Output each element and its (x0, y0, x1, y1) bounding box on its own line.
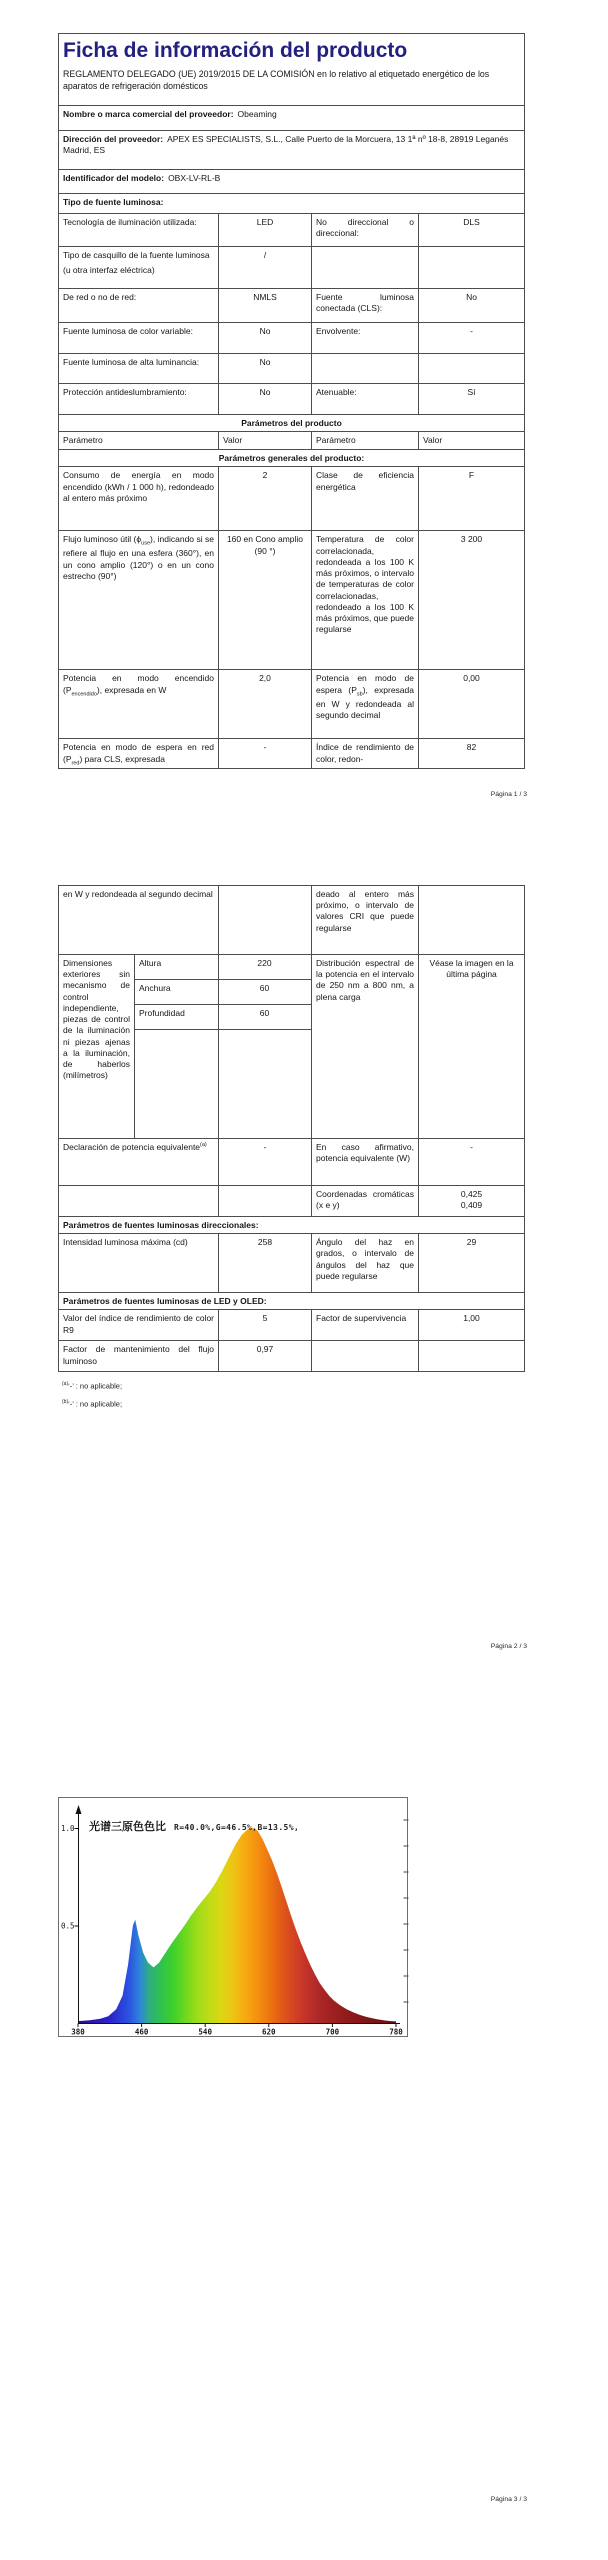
chart-title-group (89, 1818, 299, 1834)
model-label: Identificador del modelo: (63, 173, 165, 183)
value-cell-empty (218, 886, 311, 954)
value-cell-empty (418, 886, 524, 954)
param-cell: Clase de eficiencia energética (311, 467, 418, 530)
param-cell: Flujo luminoso útil $(\phi_{use})$, indicando si se refiere al flujo en una esfera (360°), en un cono amplio (120°) o en un cono estrecho (90°) (63, 534, 214, 581)
address-cell (59, 131, 524, 169)
table-row-coordenadas (59, 1186, 524, 1217)
spectral-distribution-chart (58, 1797, 408, 2037)
value-cell: No (218, 384, 311, 414)
svg-text:780: 780 (389, 2027, 403, 2037)
title-cell (59, 34, 524, 105)
param-cell: Consumo de energía en modo encendido (kWh / 1 000 h), redondeado al entero más próximo (63, 470, 214, 503)
param-cell: Intensidad luminosa máxima (cd) (63, 1237, 188, 1248)
param-cell: deado al entero más próximo, o intervalo de valores CRI que puede regularse (311, 886, 418, 954)
value-cell: 5 (218, 1310, 311, 1340)
page-footer-3: Página 3 / 3 (490, 2496, 527, 2503)
model-cell (59, 170, 524, 193)
param-cell: Envolvente: (311, 323, 418, 353)
section-header-row (59, 450, 524, 467)
svg-text:620: 620 (262, 2027, 276, 2037)
value-cell: - (218, 739, 311, 768)
value-cell: 82 (418, 739, 524, 768)
param-cell: Potencia en modo encendido $(P_{encendido})$, expresada en W (63, 673, 214, 698)
param-cell: Temperatura de color correlacionada, redondeada a los 100 K más próximos, o intervalo de temperaturas de color correlacionadas, redondeado a los 100 K más próximos, que puede regularse (311, 531, 418, 669)
param-cell: Potencia en modo de espera en red $(P_{red})$ para CLS, expresada (63, 742, 214, 767)
supplier-value: Obeaming (237, 109, 277, 119)
value-cell: 2 (218, 467, 311, 530)
supplier-label: Nombre o marca comercial del proveedor: (63, 109, 234, 119)
value-cell: 0,00 (418, 670, 524, 738)
dimensions-subtable (134, 955, 311, 1138)
chromaticity-x: 0,425 (460, 1189, 483, 1199)
table-row-continuation (59, 886, 524, 955)
param-cell: Ángulo del haz en grados, o intervalo de ángulos del haz que puede regularse (311, 1234, 418, 1292)
param-cell: Coordenadas cromáticas (x e y) (311, 1186, 418, 1216)
table-row-proteccion (59, 384, 524, 415)
supplier-cell (59, 106, 524, 130)
param-cell: Potencia en modo de espera $(P_{sb})$, expresada en W y redondeada al segundo decimal (311, 670, 418, 738)
section-header-row (59, 194, 524, 214)
subtable-row (135, 955, 311, 980)
column-header: Valor (218, 432, 311, 449)
address-row (59, 131, 524, 170)
param-cell: Fuente luminosa de alta luminancia: (63, 357, 200, 367)
column-header: Valor (418, 432, 524, 449)
column-header: Parámetro (311, 432, 418, 449)
table-row-r9 (59, 1310, 524, 1341)
param-cell: En caso afirmativo, potencia equivalente (W) (311, 1139, 418, 1185)
column-header: Parámetro (63, 435, 103, 446)
spectral-chart-canvas (59, 1798, 409, 2038)
footnote-b (62, 1399, 122, 1409)
table-row-flujo (59, 531, 524, 670)
table-row-potencia-encendido (59, 670, 524, 739)
value-cell: No (418, 289, 524, 322)
table-row-potencia-red-clipped (59, 739, 524, 768)
model-row (59, 170, 524, 194)
subtable-filler (135, 1030, 311, 1138)
param-cell: Atenuable: (311, 384, 418, 414)
value-cell: F (418, 467, 524, 530)
table-row-red (59, 289, 524, 323)
section-header-row (59, 1293, 524, 1310)
value-cell: 2,0 (218, 670, 311, 738)
column-header-row (59, 432, 524, 450)
table-row-declaracion (59, 1139, 524, 1186)
value-cell-empty (418, 247, 524, 288)
value-cell: - (218, 1139, 311, 1185)
section-header-tipo-fuente: Tipo de fuente luminosa: (63, 197, 164, 207)
table-row-consumo (59, 467, 524, 531)
footnote-a-marker: (a) (62, 1381, 69, 1387)
regulation-text: REGLAMENTO DELEGADO (UE) 2019/2015 DE LA COMISIÓN en lo relativo al etiquetado energético de los aparatos de refrigeración domésticos (63, 69, 490, 92)
value-cell-empty (418, 354, 524, 383)
param-cell-empty (311, 247, 418, 288)
svg-text:1.0: 1.0 (61, 1824, 75, 1833)
model-value: OBX-LV-RL-B (168, 173, 221, 183)
table-row-tecnologia (59, 214, 524, 247)
dimension-name: Anchura (135, 980, 219, 1004)
table-row-mantenimiento (59, 1341, 524, 1371)
table-row-casquillo (59, 247, 524, 289)
param-cell: No direccional o direccional: (311, 214, 418, 246)
section-header-parametros-producto: Parámetros del producto (241, 418, 342, 428)
section-header-row (59, 415, 524, 432)
dimension-value: 220 (257, 958, 272, 968)
param-cell: Protección antideslumbramiento: (63, 387, 187, 397)
chart-title: 光谱三原色色比 (89, 1820, 166, 1833)
param-cell: Valor del índice de rendimiento de color R9 (63, 1313, 214, 1335)
param-cell: Fuente luminosa de color variable: (63, 326, 193, 336)
dimension-name: Altura (135, 955, 219, 979)
value-cell-empty (218, 1186, 311, 1216)
value-cell: / (218, 247, 311, 288)
dimension-name-empty (135, 1030, 219, 1138)
subtable-row (135, 980, 311, 1005)
param-text: (u otra interfaz eléctrica) (63, 265, 155, 276)
table-row-dimensiones (59, 955, 524, 1139)
param-cell-empty (311, 1341, 418, 1371)
page-footer-2: Página 2 / 3 (490, 1643, 527, 1650)
value-cell: 160 en Cono amplio (90 °) (218, 531, 311, 669)
product-info-table-page2 (58, 885, 525, 1372)
value-cell: No (218, 354, 311, 383)
section-header-direccionales: Parámetros de fuentes luminosas direccionales: (63, 1220, 259, 1230)
address-label: Dirección del proveedor: (63, 134, 164, 144)
value-cell: 258 (218, 1234, 311, 1292)
svg-text:700: 700 (325, 2027, 340, 2037)
svg-text:460: 460 (134, 2027, 149, 2037)
page-footer-1: Página 1 / 3 (490, 791, 527, 798)
section-header-led-oled: Parámetros de fuentes luminosas de LED y OLED: (63, 1296, 267, 1307)
param-cell: Factor de mantenimiento del flujo luminoso (63, 1344, 214, 1366)
param-cell: De red o no de red: (63, 292, 137, 302)
value-cell: NMLS (218, 289, 311, 322)
param-cell-empty (59, 1186, 218, 1216)
title-row (59, 34, 524, 106)
value-cell: - (418, 1139, 524, 1185)
section-header-row (59, 1217, 524, 1234)
value-cell: 0,97 (218, 1341, 311, 1371)
dimension-value: 60 (259, 983, 270, 993)
value-cell-empty (418, 1341, 524, 1371)
param-cell-empty (311, 354, 418, 383)
param-cell (59, 247, 218, 288)
table-row-alta-luminancia (59, 354, 524, 384)
chart-subtitle-rgb-ratio: R=40.0%,G=46.5%,B=13.5%, (174, 1823, 300, 1832)
supplier-row (59, 106, 524, 131)
footnote-b-text: ‘-’ : no aplicable; (68, 1399, 123, 1409)
dimension-name: Profundidad (135, 1005, 219, 1029)
value-cell: 29 (418, 1234, 524, 1292)
param-cell: Tecnología de iluminación utilizada: (63, 217, 197, 227)
value-cell: Véase la imagen en la última página (418, 955, 524, 1138)
param-cell: en W y redondeada al segundo decimal (63, 889, 213, 899)
param-text: Tipo de casquillo de la fuente luminosa (63, 250, 210, 260)
svg-text:540: 540 (198, 2027, 212, 2037)
value-cell: No (218, 323, 311, 353)
param-cell: Declaración de potencia equivalente$^{(a)}$ (63, 1142, 207, 1152)
value-cell: DLS (418, 214, 524, 246)
value-cell: 1,00 (418, 1310, 524, 1340)
table-row-color-variable (59, 323, 524, 354)
value-cell: 3 200 (418, 531, 524, 669)
product-info-table-page1 (58, 33, 525, 769)
table-row-intensidad (59, 1234, 524, 1293)
section-header-parametros-generales: Parámetros generales del producto: (218, 453, 365, 464)
subtable-row (135, 1005, 311, 1030)
footnote-a-text: ‘-’ : no aplicable; (68, 1381, 123, 1391)
footnote-b-marker: (b) (62, 1399, 69, 1405)
dimension-value: 60 (259, 1008, 270, 1018)
page-title: Ficha de información del producto (63, 39, 408, 62)
value-cell: - (418, 323, 524, 353)
dimension-value-empty (219, 1030, 310, 1138)
param-cell: Factor de supervivencia (311, 1310, 418, 1340)
footnote-a (62, 1381, 122, 1391)
address-value: APEX ES SPECIALISTS, S.L., Calle Puerto de la Morcuera, 13 1ª nº 18-8, 28919 Leganés Madrid, ES (63, 134, 509, 156)
chromaticity-y: 0,409 (460, 1200, 483, 1211)
param-cell: Distribución espectral de la potencia en el intervalo de 250 nm a 800 nm, a plena carga (311, 955, 418, 1138)
value-cell: LED (218, 214, 311, 246)
svg-text:0.5: 0.5 (61, 1921, 75, 1931)
param-cell: Fuente luminosa conectada (CLS): (311, 289, 418, 322)
param-cell: Dimensiones exteriores sin mecanismo de control independiente, piezas de control de la iluminación ni piezas ajenas a la iluminación, de haberlos (milímetros) (63, 958, 130, 1081)
value-cell: Sí (418, 384, 524, 414)
value-cell (418, 1186, 524, 1216)
svg-text:380: 380 (71, 2027, 85, 2037)
param-cell: Índice de rendimiento de color, redon- (311, 739, 418, 768)
